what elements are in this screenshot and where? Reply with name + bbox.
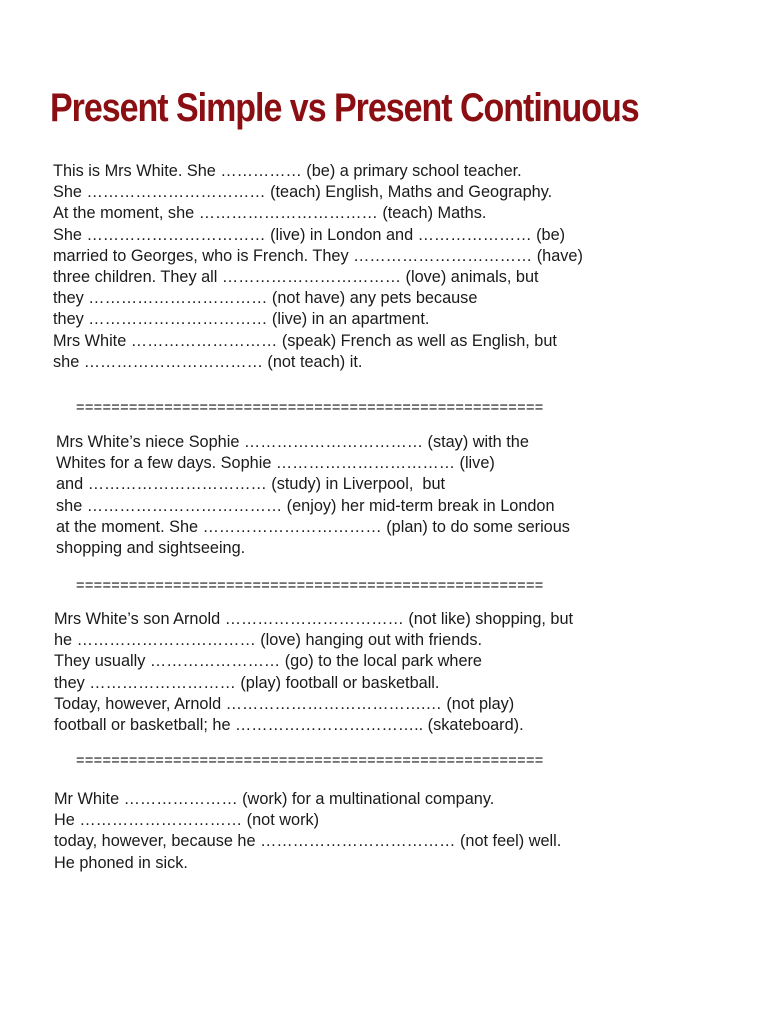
- page-title: Present Simple vs Present Continuous: [50, 86, 639, 130]
- paragraph-line: They usually …………………… (go) to the local park where: [54, 652, 482, 671]
- paragraph-line: At the moment, she …………………………… (teach) Maths.: [53, 204, 487, 223]
- paragraph-line: she …………………………… (not teach) it.: [53, 352, 363, 371]
- paragraph-line: He ………………………… (not work): [54, 811, 320, 830]
- section-divider: =====================================================: [76, 578, 544, 594]
- paragraph-line: she ……………………………… (enjoy) her mid-term break in London: [56, 496, 555, 515]
- paragraph-line: Mrs White’s niece Sophie …………………………… (stay) with the: [56, 433, 529, 451]
- paragraph-line: they …………………………… (live) in an apartment.: [53, 310, 430, 329]
- paragraph-line: She …………………………… (live) in London and ………………… (be): [53, 225, 566, 244]
- paragraph-line: football or basketball; he …………………………….. (skateboard).: [54, 716, 524, 735]
- paragraph-line: they …………………………… (not have) any pets because: [53, 289, 478, 308]
- paragraph-line: He phoned in sick.: [54, 853, 188, 872]
- paragraph-line: shopping and sightseeing.: [56, 539, 246, 558]
- section-divider: =====================================================: [76, 400, 544, 416]
- exercise-paragraph-arnold: [54, 609, 573, 736]
- paragraph-line: today, however, because he ……………………………… (not feel) well.: [54, 832, 562, 851]
- paragraph-line: married to Georges, who is French. They …………………………… (have): [53, 246, 583, 265]
- paragraph-line: Mr White ………………… (work) for a multinational company.: [54, 790, 495, 808]
- paragraph-line: This is Mrs White. She …………… (be) a primary school teacher.: [53, 162, 522, 180]
- section-divider: =====================================================: [76, 753, 544, 769]
- paragraph-line: She …………………………… (teach) English, Maths and Geography.: [53, 183, 553, 202]
- paragraph-line: three children. They all …………………………… (love) animals, but: [53, 268, 539, 287]
- paragraph-line: Today, however, Arnold ……………………………….… (not play): [54, 694, 515, 713]
- paragraph-line: he …………………………… (love) hanging out with friends.: [54, 631, 482, 650]
- paragraph-line: Mrs White’s son Arnold …………………………… (not like) shopping, but: [54, 610, 574, 628]
- paragraph-line: and …………………………… (study) in Liverpool, but: [56, 475, 446, 494]
- exercise-paragraph-mr-white: [54, 789, 561, 874]
- paragraph-line: at the moment. She …………………………… (plan) to do some serious: [56, 517, 570, 536]
- exercise-paragraph-sophie: [56, 432, 570, 559]
- paragraph-line: they ……………………… (play) football or basketball.: [54, 673, 440, 692]
- paragraph-line: Whites for a few days. Sophie …………………………… (live): [56, 454, 495, 473]
- paragraph-line: Mrs White ……………………… (speak) French as well as English, but: [53, 331, 557, 350]
- exercise-paragraph-mrs-white: [53, 161, 583, 373]
